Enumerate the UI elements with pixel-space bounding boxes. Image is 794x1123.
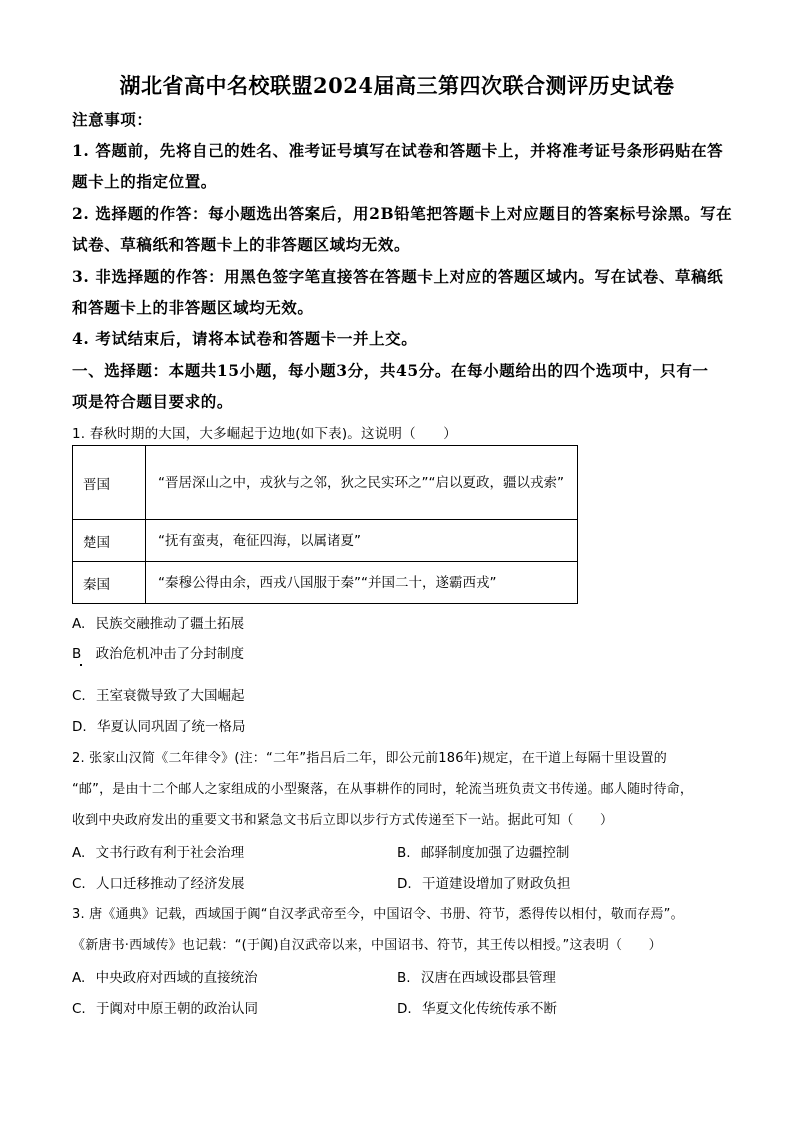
table-row [73,446,578,520]
q3-option-b[interactable] [397,966,556,986]
option-label: D. [72,719,87,735]
option-label: C. [72,688,86,704]
question-1-table [72,445,578,604]
option-text: 人口迁移推动了经济发展 [96,876,245,892]
option-label: D. [397,876,412,892]
note-2-line-1: 2. 选择题的作答：每小题选出答案后，用2B铅笔把答题卡上对应题目的答案标号涂黑。写在 [72,204,733,223]
note-1-line-2: 题卡上的指定位置。 [72,172,217,191]
option-label: A. [72,845,86,861]
notes-heading: 注意事项： [72,110,153,129]
q2-option-d[interactable] [397,872,570,892]
q1-option-a[interactable] [72,612,244,632]
option-label: B. [397,970,411,986]
q3-option-c[interactable] [72,997,258,1017]
option-label: D. [397,1001,412,1017]
stray-dot [80,664,82,666]
option-label: B [72,646,82,662]
option-text: 政治危机冲击了分封制度 [95,646,245,662]
q3-option-a[interactable] [72,966,258,986]
exam-title: 湖北省高中名校联盟2024届高三第四次联合测评历史试卷 [119,73,675,98]
table-cell-quote: “抚有蛮夷，奄征四海，以属诸夏” [146,520,578,562]
table-cell-state: 秦国 [73,562,146,604]
q2-option-b[interactable] [397,841,569,861]
option-label: A. [72,616,86,632]
note-4: 4. 考试结束后，请将本试卷和答题卡一并上交。 [72,329,418,348]
option-text: 华夏认同巩固了统一格局 [96,719,246,735]
option-text: 汉唐在西域设郡县管理 [420,970,556,986]
option-text: 于阗对中原王朝的政治认同 [96,1001,259,1017]
question-2-stem-line-3: 收到中央政府发出的重要文书和紧急文书后立即以步行方式传递至下一站。据此可知（ ） [72,813,614,828]
option-label: B. [397,845,411,861]
table-cell-state: 晋国 [73,446,146,520]
note-3-line-1: 3. 非选择题的作答：用黑色签字笔直接答在答题卡上对应的答题区域内。写在试卷、草稿纸 [72,267,724,286]
table-row [73,520,578,562]
table-cell-quote: “秦穆公得由余，西戎八国服于秦”“并国二十，遂霸西戎” [146,562,578,604]
option-text: 王室衰微导致了大国崛起 [96,688,245,704]
q3-option-d[interactable] [397,997,557,1017]
section-1-heading-line-1: 一、选择题：本题共15小题，每小题3分，共45分。在每小题给出的四个选项中，只有一 [72,361,709,380]
section-1-heading-line-2: 项是符合题目要求的。 [72,392,234,411]
note-2-line-2: 试卷、草稿纸和答题卡上的非答题区域均无效。 [72,235,411,254]
question-2-stem-line-1: 2. 张家山汉简《二年律令》(注：“二年”指吕后二年，即公元前186年)规定，在干道上每隔十里设置的 [72,751,667,766]
option-text: 华夏文化传统传承不断 [421,1001,557,1017]
option-text: 干道建设增加了财政负担 [421,876,571,892]
option-text: 民族交融推动了疆土拓展 [95,616,245,632]
note-3-line-2: 和答题卡上的非答题区域均无效。 [72,298,314,317]
note-1-line-1: 1. 答题前，先将自己的姓名、准考证号填写在试卷和答题卡上，并将准考证号条形码贴在答 [72,141,724,160]
q1-option-c[interactable] [72,684,245,704]
table-row [73,562,578,604]
question-1-stem: 1. 春秋时期的大国，大多崛起于边地(如下表)。这说明（ ） [72,426,457,442]
question-3-stem-line-1: 3. 唐《通典》记载，西域国于阗“自汉孝武帝至今，中国诏令、书册、符节，悉得传以相付，敬而存焉”。 [72,907,684,922]
q2-option-a[interactable] [72,841,244,861]
option-label: C. [72,876,86,892]
q1-option-b[interactable] [72,642,244,662]
option-text: 中央政府对西域的直接统治 [95,970,258,986]
q1-option-d[interactable] [72,715,245,735]
option-label: A. [72,970,86,986]
table-cell-quote: “晋居深山之中，戎狄与之邻，狄之民实环之”“启以夏政，疆以戎索” [146,446,578,520]
table-cell-state: 楚国 [73,520,146,562]
question-3-stem-line-2: 《新唐书·西域传》也记载：“(于阗)自汉武帝以来，中国诏书、符节，其王传以相授。”这表明（ ） [72,938,662,953]
option-text: 文书行政有利于社会治理 [95,845,245,861]
option-text: 邮驿制度加强了边疆控制 [420,845,570,861]
option-label: C. [72,1001,86,1017]
question-2-stem-line-2: “邮”，是由十二个邮人之家组成的小型聚落，在从事耕作的同时，轮流当班负责文书传递。邮人随时待命， [72,782,694,797]
q2-option-c[interactable] [72,872,245,892]
